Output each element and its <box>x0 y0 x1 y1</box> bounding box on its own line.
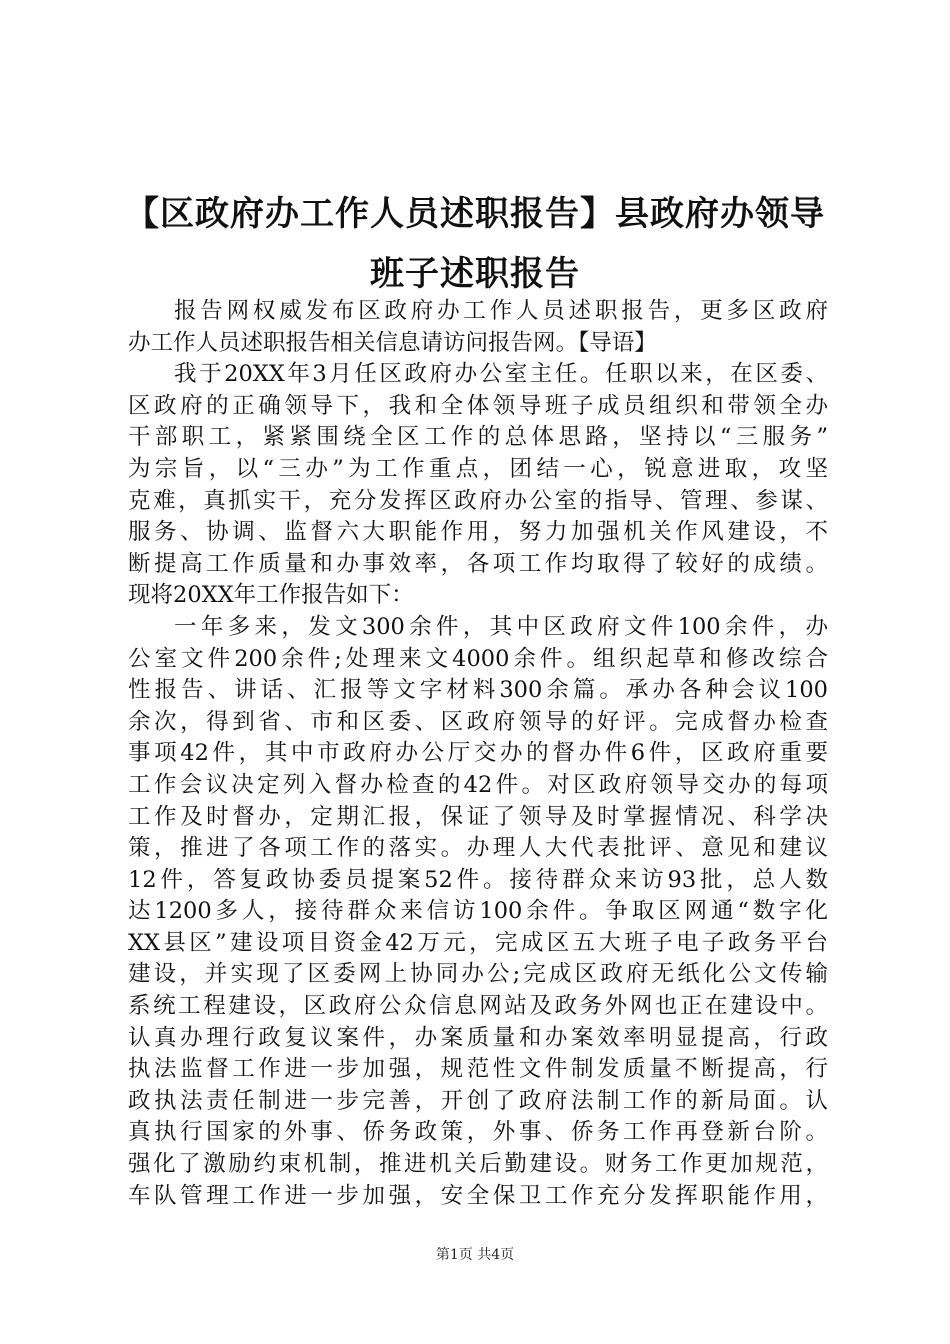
body-line: 干部职工，紧紧围绕全区工作的总体思路，坚持以“三服务” <box>128 424 828 451</box>
body-line: 策，推进了各项工作的落实。办理人大代表批评、意见和建议 <box>128 835 828 862</box>
body-line: 现将20XX年工作报告如下： <box>128 582 414 609</box>
document-title-line-1: 【区政府办工作人员述职报告】县政府办领导 <box>125 194 825 234</box>
body-line: 公室文件200余件;处理来文4000余件。组织起草和修改综合 <box>128 645 828 672</box>
body-line: XX县区”建设项目资金42万元，完成区五大班子电子政务平台 <box>128 929 828 956</box>
body-line: 执法监督工作进一步加强，规范性文件制发质量不断提高，行 <box>128 1056 828 1083</box>
body-line: 服务、协调、监督六大职能作用，努力加强机关作风建设，不 <box>128 519 828 546</box>
body-line: 系统工程建设，区政府公众信息网站及政务外网也正在建设中。 <box>128 993 828 1020</box>
body-line: 工作会议决定列入督办检查的42件。对区政府领导交办的每项 <box>128 771 828 798</box>
body-line: 为宗旨，以“三办”为工作重点，团结一心，锐意进取，攻坚 <box>128 455 828 482</box>
body-line: 事项42件，其中市政府办公厅交办的督办件6件，区政府重要 <box>128 740 828 767</box>
body-line: 办工作人员述职报告相关信息请访问报告网。【导语】 <box>128 329 657 356</box>
page-number-footer: 第1页 共4页 <box>435 1247 515 1263</box>
body-line: 一年多来，发文300余件，其中区政府文件100余件，办 <box>174 613 828 640</box>
body-line: 性报告、讲话、汇报等文字材料300余篇。承办各种会议100 <box>128 677 828 704</box>
body-line: 政执法责任制进一步完善，开创了政府法制工作的新局面。认 <box>128 1087 828 1114</box>
body-line: 真执行国家的外事、侨务政策，外事、侨务工作再登新台阶。 <box>128 1119 828 1146</box>
body-line: 余次，得到省、市和区委、区政府领导的好评。完成督办检查 <box>128 708 828 735</box>
body-line: 建设，并实现了区委网上协同办公;完成区政府无纸化公文传输 <box>128 961 828 988</box>
body-line: 强化了激励约束机制，推进机关后勤建设。财务工作更加规范， <box>128 1151 828 1178</box>
body-line: 认真办理行政复议案件，办案质量和办案效率明显提高，行政 <box>128 1024 828 1051</box>
body-line: 12件，答复政协委员提案52件。接待群众来访93批，总人数 <box>128 866 828 893</box>
document-title-line-2: 班子述职报告 <box>370 254 580 294</box>
body-line: 达1200多人，接待群众来信访100余件。争取区网通“数字化 <box>128 898 828 925</box>
body-line: 断提高工作质量和办事效率，各项工作均取得了较好的成绩。 <box>128 550 828 577</box>
body-line: 工作及时督办，定期汇报，保证了领导及时掌握情况、科学决 <box>128 803 828 830</box>
body-line: 车队管理工作进一步加强，安全保卫工作充分发挥职能作用， <box>128 1182 828 1209</box>
body-line: 报告网权威发布区政府办工作人员述职报告，更多区政府 <box>174 298 828 324</box>
body-line: 区政府的正确领导下，我和全体领导班子成员组织和带领全办 <box>128 392 828 419</box>
body-line: 我于20XX年3月任区政府办公室主任。任职以来，在区委、 <box>174 361 828 388</box>
body-line: 克难，真抓实干，充分发挥区政府办公室的指导、管理、参谋、 <box>128 487 828 514</box>
document-body <box>128 296 828 1212</box>
